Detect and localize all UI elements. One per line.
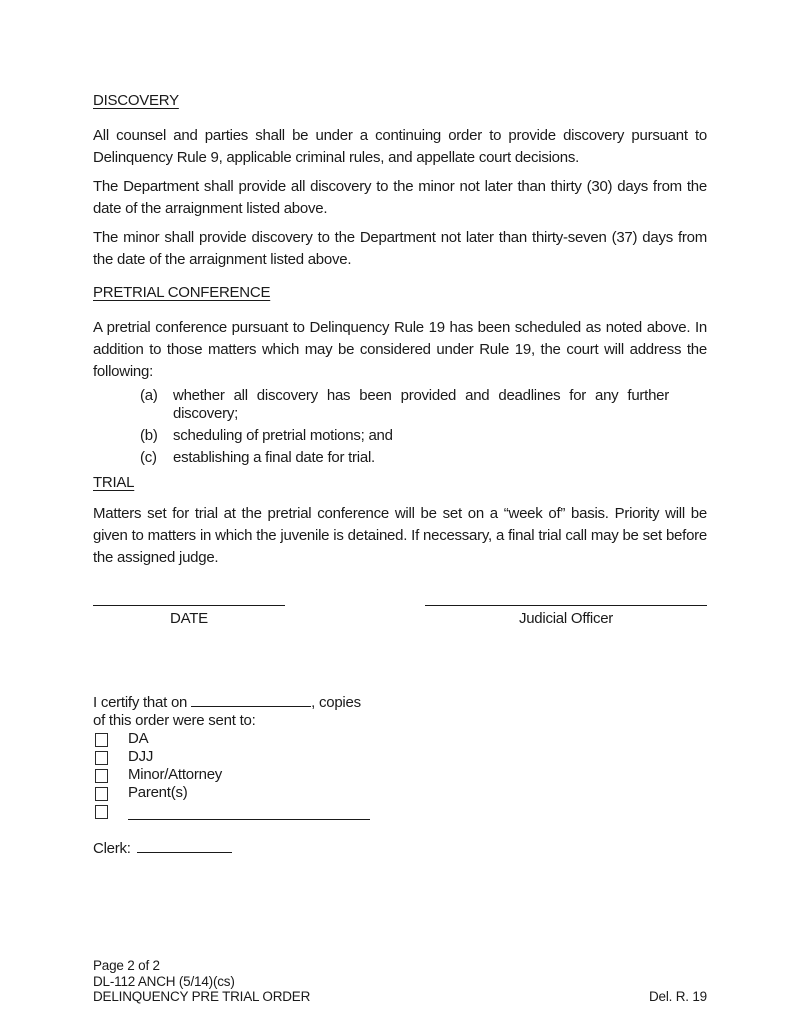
- date-signature-block: [93, 605, 285, 630]
- checkbox-djj[interactable]: [95, 751, 108, 765]
- checkbox-parents-label: Parent(s): [128, 784, 188, 801]
- trial-heading: TRIAL: [93, 474, 135, 491]
- other-recipient-blank-line[interactable]: [128, 806, 370, 820]
- list-item-c: [140, 449, 669, 467]
- list-item-b: [140, 427, 669, 445]
- certification-date-blank-line[interactable]: [191, 693, 311, 707]
- checkbox-row-other: [93, 802, 707, 820]
- list-item-c-marker: (c): [140, 449, 157, 466]
- page-footer: [93, 958, 707, 1005]
- clerk-row: [93, 839, 707, 858]
- signature-section: [93, 605, 707, 630]
- footer-form-title: DELINQUENCY PRE TRIAL ORDER: [93, 989, 311, 1004]
- discovery-paragraph-2: The Department shall provide all discovery to the minor not later than thirty (30) days from the date of the arraignment listed above.: [93, 178, 707, 217]
- pretrial-items-list: [140, 387, 669, 467]
- list-item-c-text: establishing a final date for trial.: [173, 449, 375, 466]
- footer-page-number: Page 2 of 2: [93, 958, 160, 973]
- checkbox-minor-attorney[interactable]: [95, 769, 108, 783]
- checkbox-other[interactable]: [95, 805, 108, 819]
- date-signature-line[interactable]: [93, 605, 285, 606]
- certification-line-2: of this order were sent to:: [93, 712, 256, 729]
- list-item-b-text: scheduling of pretrial motions; and: [173, 427, 393, 444]
- certification-section: [93, 693, 707, 858]
- list-item-b-marker: (b): [140, 427, 158, 444]
- clerk-label: Clerk:: [93, 840, 131, 857]
- checkbox-row-da: [93, 730, 707, 748]
- certification-text-after-date: , copies: [311, 694, 361, 711]
- pretrial-paragraph: A pretrial conference pursuant to Delinquency Rule 19 has been scheduled as noted above. In addition to those matters which may be considered under Rule 19, the court will address the following:: [93, 319, 707, 380]
- discovery-paragraph-3: The minor shall provide discovery to the Department not later than thirty-seven (37) days from the date of the arraignment listed above.: [93, 229, 707, 268]
- checkbox-parents[interactable]: [95, 787, 108, 801]
- footer-form-number: DL-112 ANCH (5/14)(cs): [93, 973, 235, 989]
- list-item-a: [140, 387, 669, 423]
- footer-rule-reference: Del. R. 19: [648, 989, 707, 1004]
- certification-line-1: [93, 693, 707, 712]
- date-signature-label: DATE: [170, 610, 208, 627]
- checkbox-minor-attorney-label: Minor/Attorney: [128, 766, 223, 783]
- trial-paragraph: Matters set for trial at the pretrial conference will be set on a “week of” basis. Priority will be given to matters in which the juvenile is detained. If necessary, a final trial call may be set before the assigned judge.: [93, 505, 707, 566]
- judicial-officer-signature-label: Judicial Officer: [518, 610, 614, 627]
- checkbox-row-parents: [93, 784, 707, 802]
- checkbox-djj-label: DJJ: [128, 748, 154, 765]
- clerk-blank-line[interactable]: [137, 839, 232, 853]
- judicial-officer-signature-block: [425, 605, 707, 630]
- checkbox-row-djj: [93, 748, 707, 766]
- footer-title-row: [93, 989, 707, 1005]
- checkbox-da[interactable]: [95, 733, 108, 747]
- discovery-heading: DISCOVERY: [93, 92, 179, 109]
- checkbox-da-label: DA: [128, 730, 149, 747]
- checkbox-row-minor-attorney: [93, 766, 707, 784]
- judicial-officer-signature-line[interactable]: [425, 605, 707, 606]
- list-item-a-marker: (a): [140, 387, 158, 404]
- discovery-paragraph-1: All counsel and parties shall be under a continuing order to provide discovery pursuant to Delinquency Rule 9, applicable criminal rules, and appellate court decisions.: [93, 127, 707, 166]
- list-item-a-text: whether all discovery has been provided and deadlines for any further discovery;: [173, 387, 669, 422]
- certification-text-before-date: I certify that on: [93, 694, 188, 711]
- pretrial-conference-heading: PRETRIAL CONFERENCE: [93, 284, 271, 301]
